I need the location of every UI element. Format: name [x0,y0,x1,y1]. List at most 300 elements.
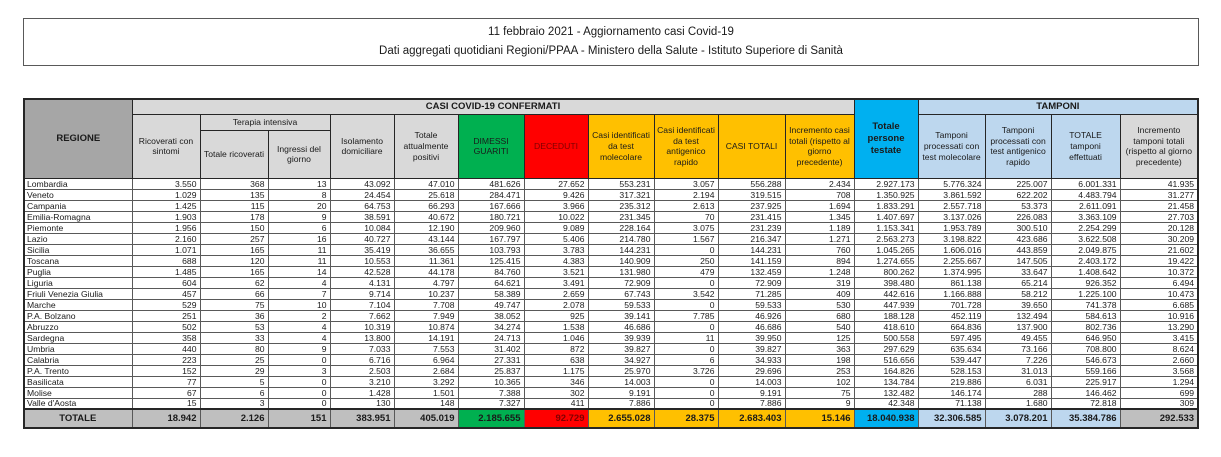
header-incremento-tamponi: Incremento tamponi totali (rispetto al giorno precedente) [1120,114,1198,178]
value-cell: 1.425 [132,200,200,211]
value-cell: 6.964 [394,354,458,365]
value-cell: 10.319 [330,321,394,332]
value-cell: 528.153 [918,365,985,376]
value-cell: 235.312 [588,200,654,211]
value-cell: 10.084 [330,222,394,233]
value-cell: 134.784 [854,376,918,387]
value-cell: 9.714 [330,288,394,299]
value-cell: 553.231 [588,178,654,189]
value-cell: 7.388 [458,387,524,398]
value-cell: 3.542 [654,288,718,299]
value-cell: 38.591 [330,211,394,222]
value-cell: 214.780 [588,233,654,244]
value-cell: 137.900 [985,321,1051,332]
value-cell: 46.926 [718,310,785,321]
value-cell: 9.426 [524,189,588,200]
value-cell: 4 [268,321,330,332]
header-tamponi-antigenico: Tamponi processati con test antigenico rapido [985,114,1051,178]
value-cell: 6.716 [330,354,394,365]
value-cell: 2.557.718 [918,200,985,211]
value-cell: 440 [132,343,200,354]
value-cell: 10.473 [1120,288,1198,299]
value-cell: 5.406 [524,233,588,244]
value-cell: 4 [268,332,330,343]
value-cell: 25.618 [394,189,458,200]
value-cell: 38.052 [458,310,524,321]
value-cell: 10.916 [1120,310,1198,321]
value-cell: 11 [268,244,330,255]
report-title: 11 febbraio 2021 - Aggiornamento casi Covid-19 [488,25,734,38]
value-cell: 72.909 [588,277,654,288]
value-cell: 188.128 [854,310,918,321]
value-cell: 29 [200,365,268,376]
value-cell: 3.075 [654,222,718,233]
value-cell: 3.861.592 [918,189,985,200]
value-cell: 688 [132,255,200,266]
value-cell: 3.057 [654,178,718,189]
value-cell: 4.383 [524,255,588,266]
value-cell: 132.482 [854,387,918,398]
value-cell: 6.685 [1120,299,1198,310]
header-isolamento: Isolamento domiciliare [330,114,394,178]
value-cell: 16 [268,233,330,244]
value-cell: 1.071 [132,244,200,255]
value-cell: 0 [268,387,330,398]
value-cell: 2.078 [524,299,588,310]
value-cell: 7.886 [588,398,654,409]
region-cell: Valle d'Aosta [24,398,132,409]
value-cell: 58.212 [985,288,1051,299]
value-cell: 604 [132,277,200,288]
value-cell: 1.153.341 [854,222,918,233]
value-cell: 225.007 [985,178,1051,189]
value-cell: 53.373 [985,200,1051,211]
total-value-cell: 2.683.403 [718,409,785,428]
value-cell: 3 [268,365,330,376]
value-cell: 1.274.655 [854,255,918,266]
header-terapia-intensiva: Terapia intensiva [200,114,330,130]
value-cell: 0 [654,387,718,398]
region-cell: Sicilia [24,244,132,255]
total-value-cell: 28.375 [654,409,718,428]
value-cell: 1.166.888 [918,288,985,299]
value-cell: 1.567 [654,233,718,244]
value-cell: 6 [654,354,718,365]
value-cell: 0 [654,277,718,288]
value-cell: 216.347 [718,233,785,244]
value-cell: 925 [524,310,588,321]
value-cell: 73.166 [985,343,1051,354]
value-cell: 622.202 [985,189,1051,200]
value-cell: 44.178 [394,266,458,277]
value-cell: 131.980 [588,266,654,277]
value-cell: 288 [985,387,1051,398]
value-cell: 141.159 [718,255,785,266]
value-cell: 7.104 [330,299,394,310]
value-cell: 2.684 [394,365,458,376]
total-value-cell: 35.384.786 [1051,409,1120,428]
value-cell: 29.696 [718,365,785,376]
total-value-cell: 92.729 [524,409,588,428]
value-cell: 140.909 [588,255,654,266]
value-cell: 530 [785,299,854,310]
section-header-confermati: CASI COVID-19 CONFERMATI [132,99,854,114]
header-ingressi-giorno: Ingressi del giorno [268,130,330,178]
region-cell: Lombardia [24,178,132,189]
value-cell: 2.927.173 [854,178,918,189]
header-deceduti: DECEDUTI [524,114,588,178]
value-cell: 443.859 [985,244,1051,255]
total-value-cell: 32.306.585 [918,409,985,428]
value-cell: 66.293 [394,200,458,211]
value-cell: 708 [785,189,854,200]
value-cell: 559.166 [1051,365,1120,376]
value-cell: 10.372 [1120,266,1198,277]
value-cell: 872 [524,343,588,354]
report-subtitle: Dati aggregati quotidiani Regioni/PPAA - Ministero della Salute - Istituto Superiore di Sanità [379,44,843,57]
value-cell: 70 [654,211,718,222]
value-cell: 231.239 [718,222,785,233]
value-cell: 447.939 [854,299,918,310]
value-cell: 1.350.925 [854,189,918,200]
value-cell: 75 [200,299,268,310]
region-cell: Veneto [24,189,132,200]
value-cell: 3.198.822 [918,233,985,244]
value-cell: 529 [132,299,200,310]
value-cell: 2 [268,310,330,321]
value-cell: 1.606.016 [918,244,985,255]
header-ricoverati: Ricoverati con sintomi [132,114,200,178]
value-cell: 409 [785,288,854,299]
value-cell: 39.950 [718,332,785,343]
value-cell: 2.660 [1120,354,1198,365]
value-cell: 66 [200,288,268,299]
value-cell: 2.160 [132,233,200,244]
value-cell: 253 [785,365,854,376]
value-cell: 297.629 [854,343,918,354]
value-cell: 317.321 [588,189,654,200]
value-cell: 59.533 [718,299,785,310]
header-attualmente-positivi: Totale attualmente positivi [394,114,458,178]
value-cell: 164.826 [854,365,918,376]
value-cell: 30.209 [1120,233,1198,244]
value-cell: 47.010 [394,178,458,189]
region-cell: Abruzzo [24,321,132,332]
value-cell: 319.515 [718,189,785,200]
section-header-tamponi: TAMPONI [918,99,1198,114]
value-cell: 479 [654,266,718,277]
value-cell: 125 [785,332,854,343]
region-cell: Liguria [24,277,132,288]
value-cell: 2.049.875 [1051,244,1120,255]
value-cell: 49.455 [985,332,1051,343]
header-dimessi-guariti: DIMESSI GUARITI [458,114,524,178]
value-cell: 80 [200,343,268,354]
value-cell: 2.403.172 [1051,255,1120,266]
value-cell: 926.352 [1051,277,1120,288]
value-cell: 228.164 [588,222,654,233]
value-cell: 9 [268,343,330,354]
value-cell: 167.666 [458,200,524,211]
total-label-cell: TOTALE [24,409,132,428]
value-cell: 27.331 [458,354,524,365]
value-cell: 33 [200,332,268,343]
region-cell: Friuli Venezia Giulia [24,288,132,299]
value-cell: 3.783 [524,244,588,255]
table-row [24,277,1198,288]
value-cell: 0 [268,398,330,409]
value-cell: 13 [268,178,330,189]
value-cell: 198 [785,354,854,365]
value-cell: 1.833.291 [854,200,918,211]
value-cell: 25 [200,354,268,365]
value-cell: 3 [200,398,268,409]
value-cell: 646.950 [1051,332,1120,343]
value-cell: 3.210 [330,376,394,387]
value-cell: 1.271 [785,233,854,244]
value-cell: 165 [200,244,268,255]
value-cell: 309 [1120,398,1198,409]
table-row [24,321,1198,332]
value-cell: 635.634 [918,343,985,354]
value-cell: 4.131 [330,277,394,288]
value-cell: 53 [200,321,268,332]
value-cell: 0 [654,376,718,387]
value-cell: 11 [268,255,330,266]
value-cell: 20.128 [1120,222,1198,233]
value-cell: 36.655 [394,244,458,255]
value-cell: 34.927 [588,354,654,365]
table-row [24,299,1198,310]
value-cell: 71.285 [718,288,785,299]
value-cell: 35.419 [330,244,394,255]
value-cell: 180.721 [458,211,524,222]
value-cell: 13.800 [330,332,394,343]
value-cell: 147.505 [985,255,1051,266]
value-cell: 800.262 [854,266,918,277]
value-cell: 8.624 [1120,343,1198,354]
header-casi-molecolare: Casi identificati da test molecolare [588,114,654,178]
table-row [24,244,1198,255]
value-cell: 31.402 [458,343,524,354]
value-cell: 1.045.265 [854,244,918,255]
value-cell: 7.785 [654,310,718,321]
table-row [24,376,1198,387]
value-cell: 7.662 [330,310,394,321]
value-cell: 6.494 [1120,277,1198,288]
value-cell: 14.191 [394,332,458,343]
total-value-cell: 292.533 [1120,409,1198,428]
value-cell: 516.656 [854,354,918,365]
value-cell: 1.175 [524,365,588,376]
value-cell: 861.138 [918,277,985,288]
value-cell: 500.558 [854,332,918,343]
value-cell: 6 [268,222,330,233]
table-row [24,211,1198,222]
value-cell: 231.415 [718,211,785,222]
value-cell: 1.694 [785,200,854,211]
value-cell: 7.553 [394,343,458,354]
value-cell: 9.089 [524,222,588,233]
value-cell: 502 [132,321,200,332]
value-cell: 25.970 [588,365,654,376]
region-cell: P.A. Trento [24,365,132,376]
value-cell: 71.138 [918,398,985,409]
value-cell: 699 [1120,387,1198,398]
value-cell: 556.288 [718,178,785,189]
value-cell: 125.415 [458,255,524,266]
value-cell: 178 [200,211,268,222]
value-cell: 20 [268,200,330,211]
value-cell: 231.345 [588,211,654,222]
value-cell: 597.495 [918,332,985,343]
value-cell: 39.650 [985,299,1051,310]
value-cell: 67 [132,387,200,398]
value-cell: 132.494 [985,310,1051,321]
value-cell: 1.428 [330,387,394,398]
value-cell: 7 [268,288,330,299]
value-cell: 1.374.995 [918,266,985,277]
value-cell: 1.485 [132,266,200,277]
value-cell: 2.611.091 [1051,200,1120,211]
value-cell: 67.743 [588,288,654,299]
header-casi-antigenico: Casi identificati da test antigenico rapido [654,114,718,178]
value-cell: 7.033 [330,343,394,354]
value-cell: 72.909 [718,277,785,288]
value-cell: 31.013 [985,365,1051,376]
value-cell: 120 [200,255,268,266]
value-cell: 319 [785,277,854,288]
table-row [24,266,1198,277]
value-cell: 9.191 [588,387,654,398]
value-cell: 10.237 [394,288,458,299]
value-cell: 0 [654,244,718,255]
value-cell: 34.933 [718,354,785,365]
value-cell: 680 [785,310,854,321]
region-cell: Basilicata [24,376,132,387]
region-cell: Marche [24,299,132,310]
value-cell: 0 [654,299,718,310]
value-cell: 1.029 [132,189,200,200]
header-totale-tamponi: TOTALE tamponi effettuati [1051,114,1120,178]
value-cell: 1.408.642 [1051,266,1120,277]
value-cell: 0 [268,354,330,365]
value-cell: 802.736 [1051,321,1120,332]
value-cell: 34.274 [458,321,524,332]
table-row [24,310,1198,321]
value-cell: 3.363.109 [1051,211,1120,222]
value-cell: 1.294 [1120,376,1198,387]
value-cell: 64.621 [458,277,524,288]
value-cell: 423.686 [985,233,1051,244]
value-cell: 250 [654,255,718,266]
total-value-cell: 18.040.938 [854,409,918,428]
value-cell: 209.960 [458,222,524,233]
header-tamponi-molecolare: Tamponi processati con test molecolare [918,114,985,178]
value-cell: 539.447 [918,354,985,365]
value-cell: 152 [132,365,200,376]
total-value-cell: 3.078.201 [985,409,1051,428]
value-cell: 10.365 [458,376,524,387]
value-cell: 5.776.324 [918,178,985,189]
value-cell: 418.610 [854,321,918,332]
value-cell: 2.613 [654,200,718,211]
value-cell: 39.939 [588,332,654,343]
value-cell: 225.917 [1051,376,1120,387]
value-cell: 40.672 [394,211,458,222]
value-cell: 132.459 [718,266,785,277]
value-cell: 24.713 [458,332,524,343]
value-cell: 9 [785,398,854,409]
value-cell: 442.616 [854,288,918,299]
value-cell: 2.434 [785,178,854,189]
value-cell: 411 [524,398,588,409]
value-cell: 1.407.697 [854,211,918,222]
value-cell: 135 [200,189,268,200]
value-cell: 8 [268,189,330,200]
value-cell: 9.191 [718,387,785,398]
value-cell: 11.361 [394,255,458,266]
value-cell: 130 [330,398,394,409]
value-cell: 58.389 [458,288,524,299]
value-cell: 1.248 [785,266,854,277]
value-cell: 14.003 [718,376,785,387]
value-cell: 3.568 [1120,365,1198,376]
value-cell: 1.538 [524,321,588,332]
value-cell: 12.190 [394,222,458,233]
value-cell: 3.415 [1120,332,1198,343]
value-cell: 3.521 [524,266,588,277]
value-cell: 1.345 [785,211,854,222]
value-cell: 452.119 [918,310,985,321]
value-cell: 741.378 [1051,299,1120,310]
total-row [24,409,1198,428]
table-row [24,398,1198,409]
region-cell: Sardegna [24,332,132,343]
region-cell: Lazio [24,233,132,244]
value-cell: 302 [524,387,588,398]
value-cell: 251 [132,310,200,321]
value-cell: 219.886 [918,376,985,387]
region-cell: P.A. Bolzano [24,310,132,321]
value-cell: 64.753 [330,200,394,211]
value-cell: 546.673 [1051,354,1120,365]
table-body [24,178,1198,428]
value-cell: 103.793 [458,244,524,255]
value-cell: 21.458 [1120,200,1198,211]
value-cell: 7.708 [394,299,458,310]
value-cell: 33.647 [985,266,1051,277]
value-cell: 6.001.331 [1051,178,1120,189]
table-row [24,200,1198,211]
value-cell: 346 [524,376,588,387]
value-cell: 540 [785,321,854,332]
value-cell: 0 [654,398,718,409]
value-cell: 457 [132,288,200,299]
covid-data-table [23,98,1199,429]
value-cell: 59.533 [588,299,654,310]
value-cell: 10.022 [524,211,588,222]
value-cell: 2.503 [330,365,394,376]
value-cell: 664.836 [918,321,985,332]
region-cell: Emilia-Romagna [24,211,132,222]
value-cell: 11 [654,332,718,343]
value-cell: 3.622.508 [1051,233,1120,244]
value-cell: 39.827 [588,343,654,354]
value-cell: 3.491 [524,277,588,288]
value-cell: 3.137.026 [918,211,985,222]
header-regione: REGIONE [24,99,132,178]
